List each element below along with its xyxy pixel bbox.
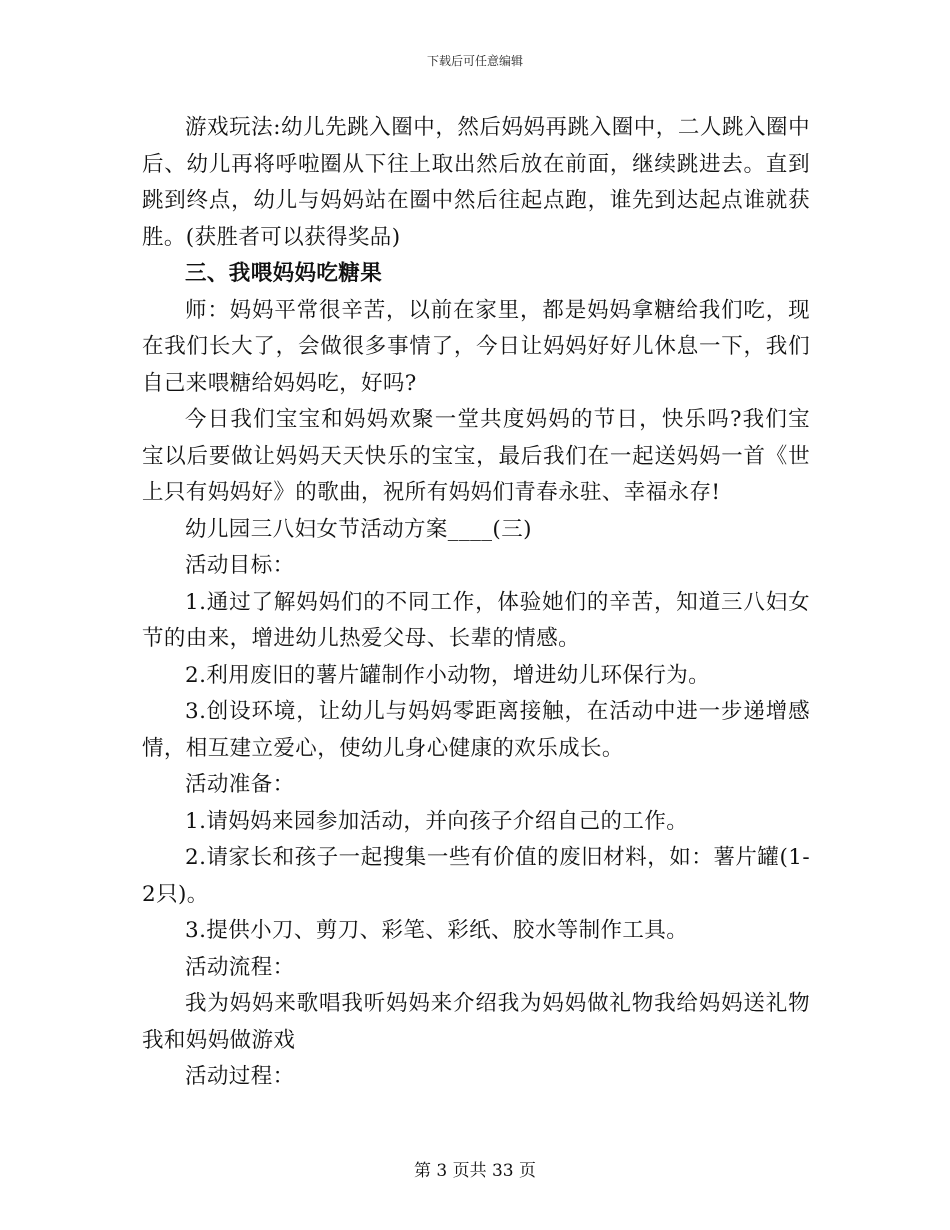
page-footer: 第 3 页共 33 页	[413, 1161, 537, 1181]
goal-item-2: 2.利用废旧的薯片罐制作小动物，增进幼儿环保行为。	[185, 662, 711, 688]
preparation-item-2: 2.请家长和孩子一起搜集一些有价值的废旧材料，如：薯片罐(1-2只)。	[142, 845, 810, 907]
section-heading-feed-candy: 三、我喂妈妈吃糖果	[185, 261, 383, 286]
preparation-item-3: 3.提供小刀、剪刀、彩笔、彩纸、胶水等制作工具。	[185, 918, 689, 943]
heading-activity-preparation: 活动准备：	[185, 772, 295, 797]
page-header: 下载后可任意编辑	[426, 54, 523, 68]
activity-flow-steps: 我为妈妈来歌唱我听妈妈来介绍我为妈妈做礼物我给妈妈送礼物我和妈妈做游戏	[142, 991, 810, 1053]
heading-activity-goals: 活动目标：	[185, 553, 295, 578]
paragraph-game-rules: 游戏玩法:幼儿先跳入圈中，然后妈妈再跳入圈中，二人跳入圈中后、幼儿再将呼啦圈从下往上取出然后放在前面，继续跳进去。直到跳到终点，幼儿与妈妈站在圈中然后往起点跑，谁先到达起点谁就获胜。(获胜者可以获得奖品)	[142, 115, 810, 250]
goal-item-1: 1.通过了解妈妈们的不同工作，体验她们的辛苦，知道三八妇女节的由来，增进幼儿热爱父母、长辈的情感。	[142, 589, 810, 651]
preparation-item-1: 1.请妈妈来园参加活动，并向孩子介绍自己的工作。	[185, 808, 689, 834]
heading-activity-flow: 活动流程：	[185, 954, 295, 980]
paragraph-closing-song: 今日我们宝宝和妈妈欢聚一堂共度妈妈的节日，快乐吗?我们宝宝以后要做让妈妈天天快乐的宝宝，最后我们在一起送妈妈一首《世上只有妈妈好》的歌曲，祝所有妈妈们青春永驻、幸福永存!	[142, 407, 810, 505]
document-body	[142, 110, 810, 1096]
heading-activity-process: 活动过程：	[185, 1064, 295, 1089]
paragraph-teacher-speech: 师：妈妈平常很辛苦，以前在家里，都是妈妈拿糖给我们吃，现在我们长大了，会做很多事情了，今日让妈妈好好儿休息一下，我们自己来喂糖给妈妈吃，好吗?	[142, 297, 810, 396]
plan-title-part-3: 幼儿园三八妇女节活动方案____(三)	[185, 516, 532, 542]
goal-item-3: 3.创设环境，让幼儿与妈妈零距离接触，在活动中进一步递增感情，相互建立爱心，使幼儿身心健康的欢乐成长。	[142, 699, 810, 761]
